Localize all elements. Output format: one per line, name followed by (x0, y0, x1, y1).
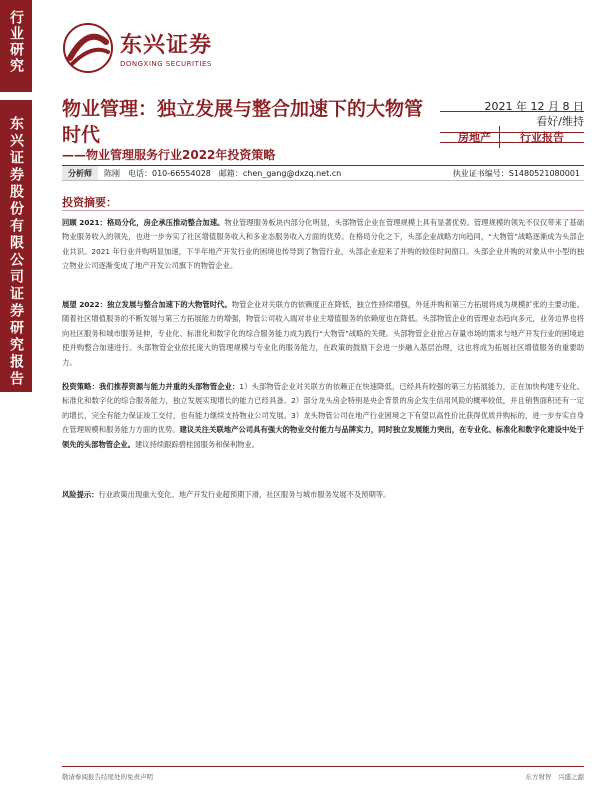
paragraph-body: 物管企业对关联方的依赖度正在降低，独立性持续增强，外延并购和第三方拓展将成为规模扩张的主要动能。随着社区增值服务的不断发展与第三方拓展能力的增强，物管公司收入端对非业主增值服务的依赖度也在降低。头部物管企业的管理业态趋向多元，业务边界也将向社区服务和城市服务延伸，专业化、标准化和数字化的综合服务能力成为践行“大物管”战略的关键。头部物管企业抢占存量市场的需求与地产开发行业的困境迫使并购整合加速进行。头部物管企业依托庞大的管理规模与专业化的服务能力，在政策的鼓励下会进一步融入基层治理，这也将成为拓展社区增值服务的重要助力。 (62, 300, 584, 367)
paragraph-emphasis: 建议关注关联地产公司具有强大的物业交付能力与品牌实力，同时独立发展能力突出，在专业化、标准化和数字化建设中处于领先的头部物管企业。 (62, 425, 585, 449)
logo-english-name: DONGXING SECURITIES (120, 60, 212, 68)
tag-industry: 房地产 (440, 126, 500, 148)
paragraph-lead: 展望 2022：独立发展与整合加速下的大物管时代。 (62, 300, 232, 309)
paragraph-investment-strategy (62, 380, 584, 452)
paragraph-risk-warning (62, 488, 584, 502)
paragraph-body: 行业政策出现重大变化、地产开发行业超预期下滑，社区服务与城市服务发展不及预期等。 (98, 490, 391, 499)
rating-label: 看好/维持 (440, 110, 584, 133)
analyst-name: 陈刚 (104, 168, 120, 178)
paragraph-body: 物业管理服务板块内部分化明显，头部物管企业在管理规模上具有显著优势。管理规模的领先不仅仅带来了基础物业服务收入的领先，也进一步夯实了社区增值服务收入和多业态服务收入方面的优势。在格局分化之下，头部企业战略方向趋同，“大物管”战略逐渐成为头部企业共识。2021 年行业并购明显加速，下半年地产开发行业的困境也传导到了物管行业，头部企业迎来了并购的较佳时间窗口。头部企业并购的对象从中小型的独立物业公司逐渐变成了地产开发公司旗下的物管企业。 (62, 218, 584, 271)
sidebar-industry-research (0, 0, 32, 92)
analyst-certificate: 执业证书编号：S1480521080001 (452, 168, 580, 178)
report-date: 2021 年 12 月 8 日 (484, 100, 584, 113)
analyst-bar (62, 165, 584, 181)
footer-divider (62, 766, 584, 767)
sidebar-top-label: 行业研究 (8, 10, 24, 74)
tag-report-type: 行业报告 (520, 131, 564, 144)
analyst-label: 分析师 (62, 166, 98, 180)
analyst-email: 邮箱：chen_gang@dxzq.net.cn (218, 168, 342, 178)
analyst-phone: 电话：010-66554028 (128, 168, 211, 178)
footer-disclaimer: 敬请参阅报告结尾处的免责声明 (62, 773, 153, 781)
paragraph-body: 1）头部物管企业对关联方的依赖正在快速降低，已经具有较强的第三方拓展能力，正在加快构建专业化、标准化和数字化的综合服务能力，独立发展实现增长的能力已经具备。2）部分龙头房企特别是央企背景的房企发生信用风险的概率较低，并且销售面积还有一定的增长，完全有能力保证竣工交付，也有能力继续支持物业公司发展。3）龙头物管公司在地产行业困境之下有望以高性价比获得优质并购标的，进一步夯实自身在管理规模和服务能力方面的优势。 (62, 382, 585, 435)
company-logo (62, 22, 212, 74)
summary-divider (62, 210, 584, 211)
report-title: 物业管理：独立发展与整合加速下的大物管时代 (62, 98, 424, 146)
paragraph-review-2021 (62, 216, 584, 274)
tags-divider (440, 142, 584, 143)
report-subtitle: ——物业管理服务行业2022年投资策略 (62, 148, 276, 162)
report-tags (440, 126, 584, 148)
paragraph-lead: 回顾 2021：格局分化，房企承压推动整合加速。 (62, 218, 225, 227)
sidebar-bottom-label: 东兴证券股份有限公司证券研究报告 (8, 116, 24, 388)
sidebar-company-label (0, 100, 32, 392)
paragraph-outlook-2022 (62, 298, 584, 370)
paragraph-lead: 投资策略：我们推荐资源与能力并重的头部物管企业： (62, 382, 240, 391)
paragraph-tail: 建议持续跟踪碧桂园服务和保利物业。 (134, 439, 260, 449)
footer-slogan: 东方财智 兴盛之源 (525, 773, 584, 781)
paragraph-lead: 风险提示： (62, 490, 99, 499)
logo-chinese-name: 东兴证券 (120, 33, 213, 58)
summary-heading: 投资摘要： (62, 196, 117, 209)
dongxing-logo-icon (62, 22, 114, 74)
